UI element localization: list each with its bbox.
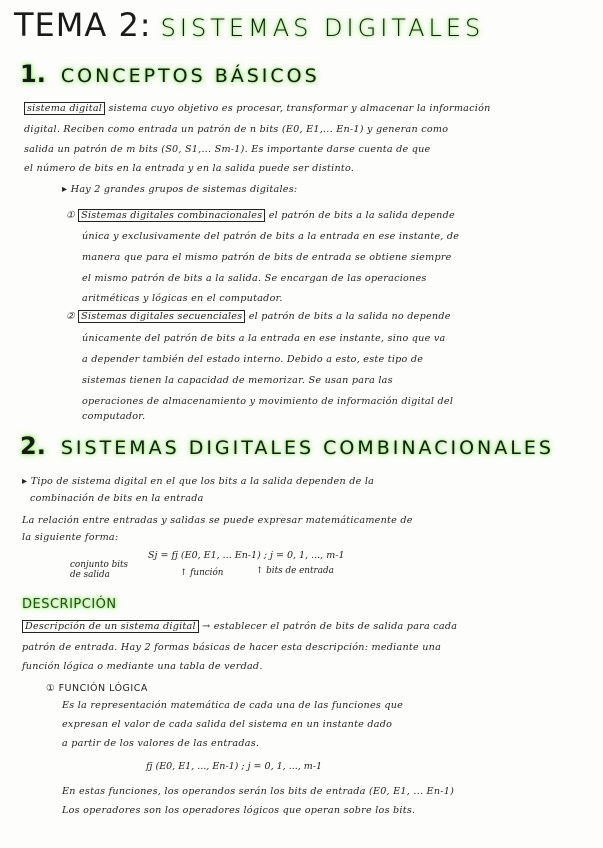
title-rest: SISTEMAS DIGITALES xyxy=(160,14,485,42)
title-main: TEMA 2: xyxy=(14,6,152,44)
section-2-line-1 xyxy=(22,476,374,487)
arrow-bullet-icon: ▸ xyxy=(62,184,71,195)
logic-function-number: ① xyxy=(46,683,56,694)
section-1-title: CONCEPTOS BÁSICOS xyxy=(60,65,320,87)
formula-note-output-line-1: conjunto bits xyxy=(70,560,129,570)
section-2-line-1-text: Tipo de sistema digital en el que los bits a la salida dependen de la xyxy=(30,476,375,487)
up-arrow-icon: ↑ xyxy=(256,566,264,576)
item-1-line-5: aritméticas y lógicas en el computador. xyxy=(82,293,283,304)
item-2-number: ② xyxy=(66,311,75,322)
description-line-1-text: establecer el patrón de bits de salida para cada xyxy=(213,621,458,632)
logic-function-heading xyxy=(46,683,148,694)
item-2-line-1-text: el patrón de bits a la salida no depende xyxy=(248,311,451,322)
section-2-heading xyxy=(20,432,554,460)
section-2-line-4: la siguiente forma: xyxy=(22,532,119,543)
description-line-1 xyxy=(22,621,457,632)
description-line-2: patrón de entrada. Hay 2 formas básicas de hacer esta descripción: mediante una xyxy=(22,642,442,653)
intro-line-4: el número de bits en la entrada y en la salida puede ser distinto. xyxy=(24,163,355,174)
end-line-1: En estas funciones, los operandos serán los bits de entrada (E0, E1, ... En-1) xyxy=(62,786,455,797)
section-2-line-3: La relación entre entradas y salidas se puede expresar matemáticamente de xyxy=(22,515,413,526)
up-arrow-icon: ↑ xyxy=(180,568,188,578)
arrow-bullet-icon: ▸ xyxy=(22,476,31,487)
groups-bullet-text: Hay 2 grandes grupos de sistemas digitales: xyxy=(70,184,298,195)
formula-note-function-text: función xyxy=(190,568,224,578)
section-2-number: 2. xyxy=(20,432,46,460)
item-2-line-4: sistemas tienen la capacidad de memorizar. Se usan para las xyxy=(82,375,393,386)
item-1-line-2: única y exclusivamente del patrón de bits a la entrada en ese instante, de xyxy=(82,231,460,242)
end-line-2: Los operadores son los operadores lógicos que operan sobre los bits. xyxy=(62,805,416,816)
logic-function-title: FUNCIÓN LÓGICA xyxy=(58,683,148,694)
formula-note-output-line-2: de salida xyxy=(70,570,110,580)
item-1-line-4: el mismo patrón de bits a la salida. Se encargan de las operaciones xyxy=(82,273,427,284)
item-2-line-3: a depender también del estado interno. Debido a esto, este tipo de xyxy=(82,354,424,365)
section-2-formula: Sj = fj (E0, E1, ... En-1) ; j = 0, 1, ..., m-1 xyxy=(148,550,345,561)
page-title xyxy=(14,6,484,44)
logic-function-line-2: expresan el valor de cada salida del sistema en un instante dado xyxy=(62,719,393,730)
section-1-number: 1. xyxy=(20,60,46,88)
formula-note-output xyxy=(70,560,128,580)
groups-bullet xyxy=(62,184,297,195)
item-1-line-1-text: el patrón de bits a la salida depende xyxy=(268,210,455,221)
intro-line-3: salida un patrón de m bits (S0, S1,... Sm-1). Es importante darse cuenta de que xyxy=(24,144,431,155)
item-1-term: Sistemas digitales combinacionales xyxy=(78,209,265,222)
logic-function-line-1: Es la representación matemática de cada una de las funciones que xyxy=(62,700,404,711)
intro-line-1-text: sistema cuyo objetivo es procesar, transformar y almacenar la información xyxy=(108,103,491,114)
logic-function-line-3: a partir de los valores de las entradas. xyxy=(62,738,260,749)
intro-term: sistema digital xyxy=(24,102,105,115)
item-2-line-5: operaciones de almacenamiento y movimiento de información digital del xyxy=(82,396,454,407)
section-2-line-2: combinación de bits en la entrada xyxy=(30,493,204,504)
item-2-line-6: computador. xyxy=(82,411,146,422)
formula-note-function xyxy=(180,568,223,578)
description-heading: DESCRIPCIÓN xyxy=(22,597,117,612)
section-1-heading xyxy=(20,60,320,88)
intro-line-1 xyxy=(24,103,491,114)
formula-note-inputs-text: bits de entrada xyxy=(266,566,334,576)
item-2-term: Sistemas digitales secuenciales xyxy=(78,310,245,323)
item-2-line-1 xyxy=(66,311,451,322)
intro-line-2: digital. Reciben como entrada un patrón de n bits (E0, E1,... En-1) y generan como xyxy=(24,124,449,135)
description-line-3: función lógica o mediante una tabla de verdad. xyxy=(22,661,263,672)
item-2-line-2: únicamente del patrón de bits a la entrada en ese instante, sino que va xyxy=(82,333,446,344)
right-arrow-icon: → xyxy=(202,621,211,632)
section-2-title: SISTEMAS DIGITALES COMBINACIONALES xyxy=(60,437,554,459)
item-1-number: ① xyxy=(66,210,75,221)
description-term: Descripción de un sistema digital xyxy=(22,620,199,633)
item-1-line-1 xyxy=(66,210,455,221)
formula-note-inputs xyxy=(256,566,334,576)
item-1-line-3: manera que para el mismo patrón de bits de entrada se obtiene siempre xyxy=(82,252,452,263)
logic-function-formula: fj (E0, E1, ..., En-1) ; j = 0, 1, ..., m-1 xyxy=(146,761,323,772)
